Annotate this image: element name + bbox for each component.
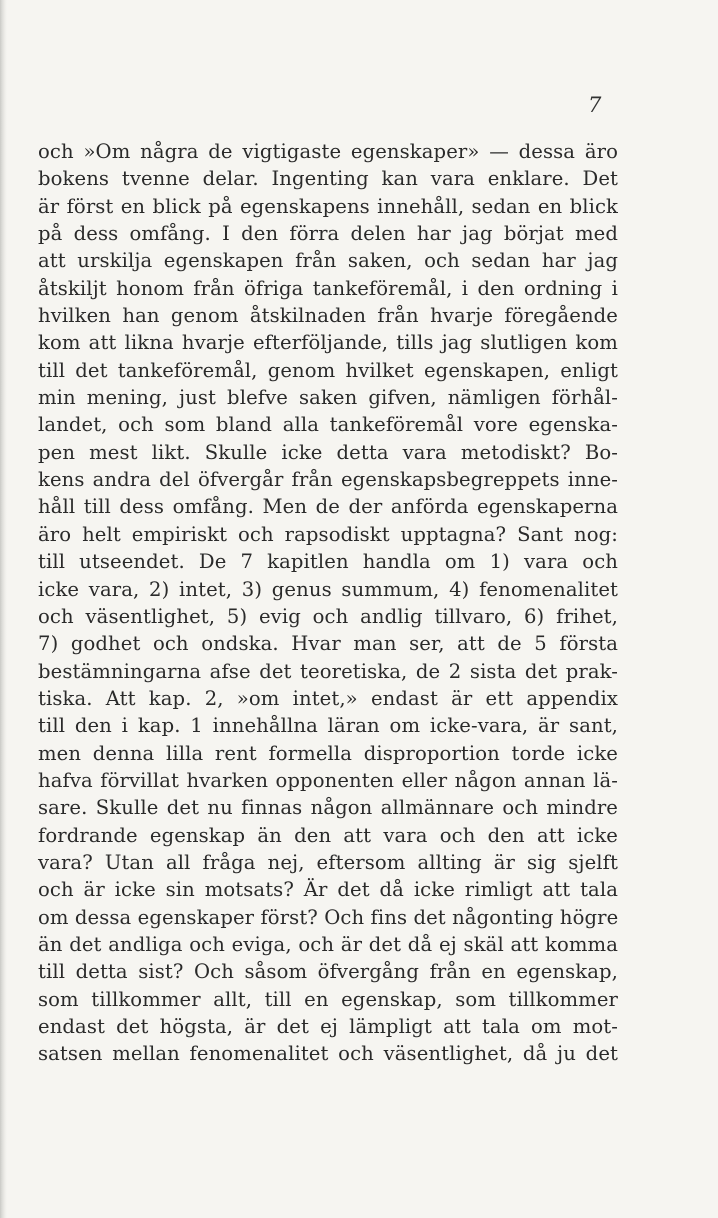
text-line: bokens tvenne delar. Ingenting kan vara enklare. Det xyxy=(38,167,618,191)
text-line: pen mest likt. Skulle icke detta vara metodiskt? Bo- xyxy=(38,440,618,464)
text-line: hvilken han genom åtskilnaden från hvarje föregående xyxy=(38,304,618,328)
text-line: som tillkommer allt, till en egenskap, som tillkommer xyxy=(38,987,618,1011)
body-text xyxy=(38,138,618,1068)
text-line: sare. Skulle det nu finnas någon allmännare och mindre xyxy=(38,796,618,820)
text-line: kom att likna hvarje efterföljande, tills jag slutligen kom xyxy=(38,331,618,355)
text-line: än det andliga och eviga, och är det då ej skäl att komma xyxy=(38,932,618,956)
text-line: satsen mellan fenomenalitet och väsentlighet, då ju det xyxy=(38,1042,618,1066)
page-number: 7 xyxy=(588,93,602,117)
text-line: men denna lilla rent formella disproportion torde icke xyxy=(38,741,618,765)
text-line: vara? Utan all fråga nej, eftersom allting är sig sjelft xyxy=(38,850,618,874)
text-line: och är icke sin motsats? Är det då icke rimligt att tala xyxy=(38,878,618,902)
text-line: kens andra del öfvergår från egenskapsbegreppets inne- xyxy=(38,468,618,492)
text-line: på dess omfång. I den förra delen har jag börjat med xyxy=(38,222,618,246)
text-line: endast det högsta, är det ej lämpligt att tala om mot- xyxy=(38,1015,618,1038)
text-line: till detta sist? Och såsom öfvergång från en egenskap, xyxy=(38,960,618,984)
text-line: äro helt empiriskt och rapsodiskt upptagna? Sant nog: xyxy=(38,522,618,546)
page-binding-edge xyxy=(0,0,7,1218)
text-line: att urskilja egenskapen från saken, och sedan har jag xyxy=(38,249,618,273)
text-line: min mening, just blefve saken gifven, nämligen förhål- xyxy=(38,386,618,410)
text-line: 7) godhet och ondska. Hvar man ser, att de 5 första xyxy=(38,632,618,656)
text-line: fordrande egenskap än den att vara och den att icke xyxy=(38,823,618,847)
text-line: till utseendet. De 7 kapitlen handla om 1) vara och xyxy=(38,550,618,574)
text-line: hafva förvillat hvarken opponenten eller någon annan lä- xyxy=(38,768,618,792)
text-line: och väsentlighet, 5) evig och andlig tillvaro, 6) frihet, xyxy=(38,604,618,628)
text-line: icke vara, 2) intet, 3) genus summum, 4) fenomenalitet xyxy=(38,577,618,601)
text-line: landet, och som bland alla tankeföremål vore egenska- xyxy=(38,413,618,437)
text-line: tiska. Att kap. 2, »om intet,» endast är ett appendix xyxy=(38,686,618,710)
text-line: åtskiljt honom från öfriga tankeföremål, i den ordning i xyxy=(38,276,618,300)
text-line: om dessa egenskaper först? Och fins det någonting högre xyxy=(38,905,619,929)
text-line: är först en blick på egenskapens innehåll, sedan en blick xyxy=(38,194,618,218)
text-line: och »Om några de vigtigaste egenskaper» — dessa äro xyxy=(38,140,618,163)
text-line: bestämningarna afse det teoretiska, de 2 sista det prak- xyxy=(38,659,618,683)
text-line: till den i kap. 1 innehållna läran om icke-vara, är sant, xyxy=(38,714,618,738)
text-line: håll till dess omfång. Men de der anförda egenskaperna xyxy=(38,495,618,519)
text-line: till det tankeföremål, genom hvilket egenskapen, enligt xyxy=(38,358,618,382)
